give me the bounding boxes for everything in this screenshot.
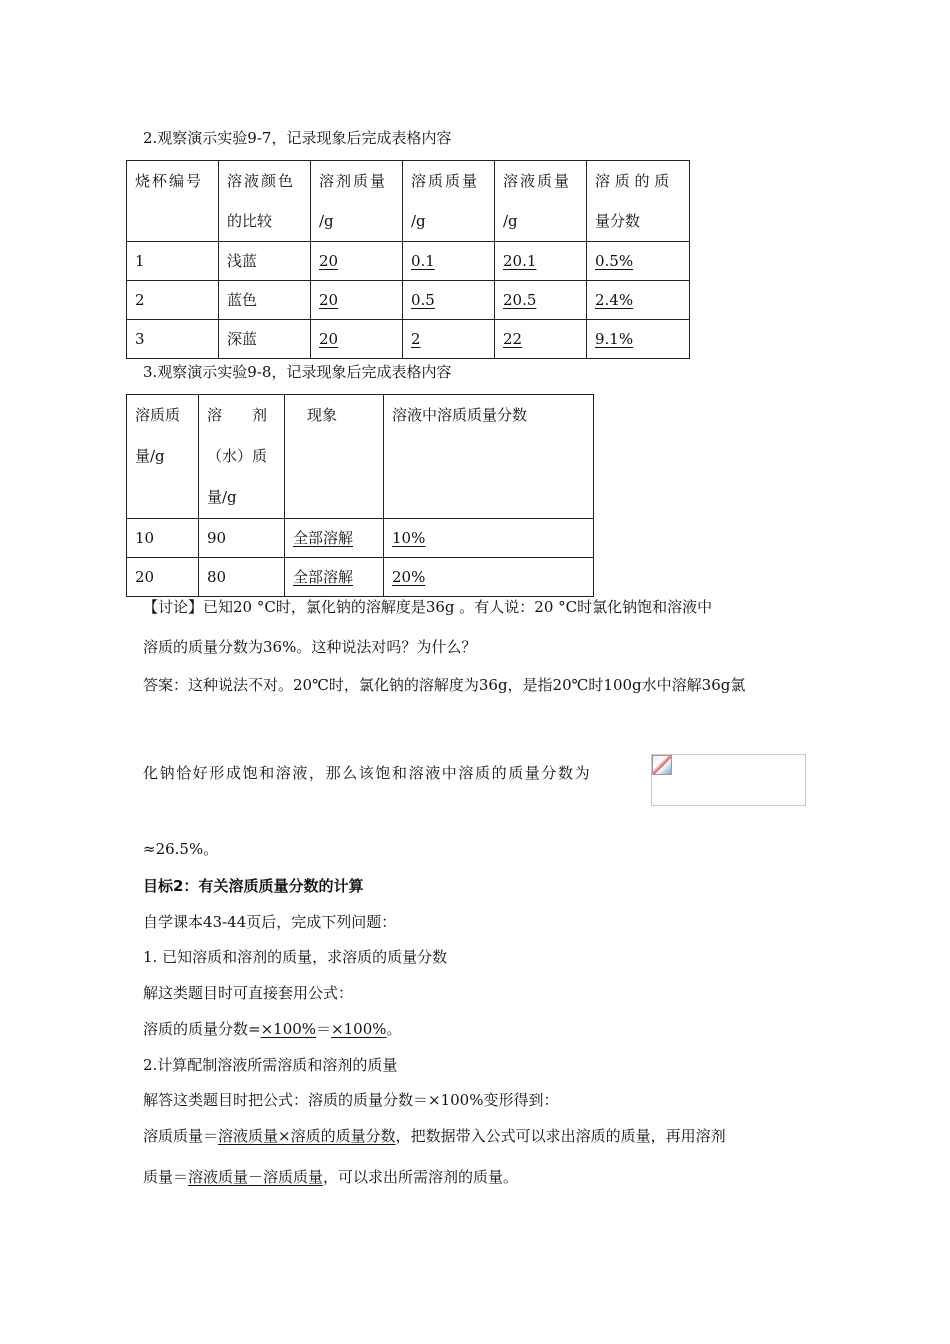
cell [311, 242, 403, 281]
cell [311, 281, 403, 320]
answer-blank: 0.1 [411, 252, 435, 270]
table-row [127, 242, 690, 281]
discussion-line-1: 【讨论】已知20 °C时，氯化钠的溶解度是36g 。有人说：20 °C时氯化钠饱和溶液中 [143, 598, 713, 616]
cell [495, 242, 587, 281]
answer-blank: 溶液质量－溶质质量 [188, 1168, 324, 1186]
goal-2-line-3: 解这类题目时可直接套用公式： [143, 984, 354, 1002]
experiment-9-7-table [126, 160, 690, 359]
cell: 20 [127, 558, 199, 597]
section-2-heading: 2.观察演示实验9-7，记录现象后完成表格内容 [143, 129, 452, 147]
header-cell: 烧杯编号 [127, 161, 219, 242]
answer-blank: 20.1 [503, 252, 537, 270]
cell [311, 320, 403, 359]
header-cell: 溶剂质量 /g [311, 161, 403, 242]
cell [495, 320, 587, 359]
answer-blank: 20 [319, 252, 339, 270]
answer-blank: 20 [319, 291, 339, 309]
experiment-9-8-table [126, 394, 594, 597]
cell [495, 281, 587, 320]
header-cell: 溶 质 的 质 量分数 [587, 161, 690, 242]
table-row [127, 558, 594, 597]
table-row [127, 281, 690, 320]
cell: 深蓝 [219, 320, 311, 359]
goal-2-title: 目标2：有关溶质质量分数的计算 [143, 877, 364, 895]
answer-line-1: 答案：这种说法不对。20℃时，氯化钠的溶解度为36g，是指20℃时100g水中溶解36g氯 [143, 676, 746, 694]
cell [285, 558, 384, 597]
cell [587, 242, 690, 281]
cell [587, 320, 690, 359]
cell: 90 [199, 519, 285, 558]
header-cell: 溶 剂 （水）质 量/g [199, 395, 285, 519]
cell [384, 558, 594, 597]
goal-2-line-5: 2.计算配制溶液所需溶质和溶剂的质量 [143, 1056, 398, 1074]
header-cell: 溶液颜色 的比较 [219, 161, 311, 242]
broken-image-icon [652, 755, 672, 775]
answer-blank: 0.5% [595, 252, 634, 270]
goal-2-line-2: 1. 已知溶质和溶剂的质量，求溶质的质量分数 [143, 948, 448, 966]
answer-blank: ×100% [331, 1020, 387, 1038]
table-row [127, 519, 594, 558]
formula-image-placeholder [651, 754, 806, 806]
cell: 3 [127, 320, 219, 359]
goal-2-line-8: 质量＝溶液质量－溶质质量，可以求出所需溶剂的质量。 [143, 1168, 519, 1186]
formula-line: 溶质的质量分数=×100%＝×100%。 [143, 1020, 402, 1038]
section-3-heading: 3.观察演示实验9-8，记录现象后完成表格内容 [143, 363, 452, 381]
table-header-row [127, 161, 690, 242]
goal-2-line-1: 自学课本43-44页后，完成下列问题： [143, 913, 397, 931]
answer-blank: 0.5 [411, 291, 435, 309]
answer-blank: 溶液质量×溶质的质量分数 [218, 1127, 396, 1145]
answer-blank: 10% [392, 529, 426, 547]
answer-blank: 20% [392, 568, 426, 586]
cell [587, 281, 690, 320]
cell: 80 [199, 558, 285, 597]
cell [285, 519, 384, 558]
cell [384, 519, 594, 558]
header-cell: 溶液中溶质质量分数 [384, 395, 594, 519]
header-cell: 现象 [285, 395, 384, 519]
answer-line-3: ≈26.5%。 [143, 840, 219, 858]
cell [403, 242, 495, 281]
cell [403, 281, 495, 320]
cell: 蓝色 [219, 281, 311, 320]
table-header-row [127, 395, 594, 519]
answer-blank: 2.4% [595, 291, 634, 309]
table-row [127, 320, 690, 359]
answer-blank: 20.5 [503, 291, 537, 309]
answer-blank: 9.1% [595, 330, 634, 348]
cell: 2 [127, 281, 219, 320]
header-cell: 溶液质量 /g [495, 161, 587, 242]
cell: 10 [127, 519, 199, 558]
answer-blank: 20 [319, 330, 339, 348]
cell: 1 [127, 242, 219, 281]
answer-blank: 全部溶解 [293, 568, 354, 586]
answer-blank: 2 [411, 330, 421, 348]
goal-2-line-7: 溶质质量＝溶液质量×溶质的质量分数，把数据带入公式可以求出溶质的质量，再用溶剂 [143, 1127, 726, 1145]
answer-line-2: 化钠恰好形成饱和溶液，那么该饱和溶液中溶质的质量分数为 [143, 764, 592, 782]
cell: 浅蓝 [219, 242, 311, 281]
answer-blank: 全部溶解 [293, 529, 354, 547]
answer-blank: 22 [503, 330, 523, 348]
header-cell: 溶质质量 /g [403, 161, 495, 242]
goal-2-line-6: 解答这类题目时把公式：溶质的质量分数＝×100%变形得到： [143, 1091, 559, 1109]
discussion-line-2: 溶质的质量分数为36%。这种说法对吗？为什么？ [143, 638, 477, 656]
answer-blank: ×100% [260, 1020, 317, 1038]
header-cell: 溶质质 量/g [127, 395, 199, 519]
cell [403, 320, 495, 359]
